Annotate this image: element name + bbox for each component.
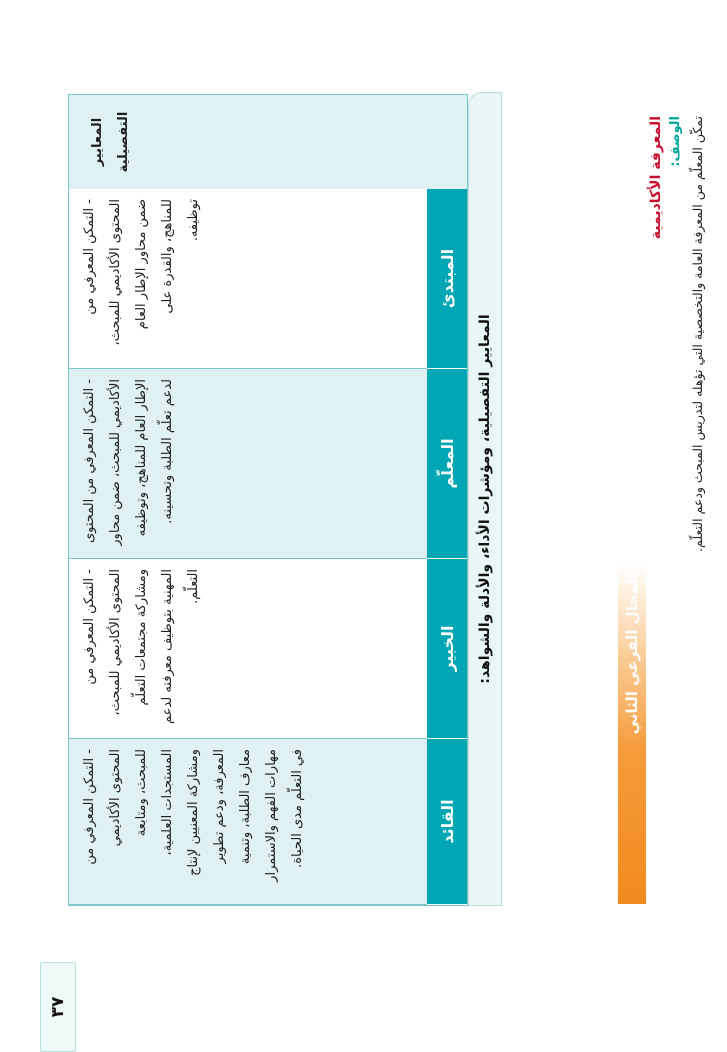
header-beginner: المبتدئ bbox=[427, 189, 467, 369]
cell-teacher: - التمكن المعرفي من المحتوى الأكاديمي للمبحث، ضمن محاور الإطار العام للمناهج، وتوظيفه لدعم تعلّم الطلبة وتحسينه. bbox=[69, 369, 427, 559]
header-teacher: المعلّم bbox=[427, 369, 467, 559]
goal-label: الوصف: bbox=[668, 116, 683, 167]
cell-beginner: - التمكن المعرفي من المحتوى الأكاديمي للمبحث، ضمن محاور الإطار العام للمناهج، والقدرة على توظيفه. bbox=[69, 189, 427, 369]
cell-leader: - التمكن المعرفي من المحتوى الأكاديمي للمبحث، ومتابعة المستجدات العلمية، ومشاركة المعنيين لإنتاج المعرفة، ودعم تطوير معارف الطلبة، وتنمية مهارات الفهم والاستمرار في التعلّم مدى الحياة. bbox=[69, 739, 427, 905]
header-leader: القائد bbox=[427, 739, 467, 905]
header-expert: الخبير bbox=[427, 559, 467, 739]
domain-banner bbox=[618, 564, 646, 904]
subtitle: المعرفة الأكاديمية bbox=[648, 116, 664, 240]
row-label-line1: المعايير bbox=[90, 117, 105, 167]
goal-description: تمكّن المعلّم من المعرفة العامة والتخصصية التي تؤهله لتدريس المبحث ودعم التعلّم. bbox=[690, 116, 705, 552]
domain-title: المجال الفرعي الثاني bbox=[623, 574, 641, 735]
goal-line bbox=[668, 0, 683, 900]
table-title: المعايير التفصيلية، ومؤشرات الأداء، والأدلة والشواهد: bbox=[468, 92, 502, 906]
page-number: ٣٧ bbox=[40, 962, 76, 1052]
standards-table bbox=[68, 94, 468, 906]
row-label-line2: التفصيلية bbox=[116, 111, 131, 173]
cell-expert: - التمكن المعرفي من المحتوى الأكاديمي للمبحث، ومشاركة مجتمعات التعلّم المهنية بتوظيف معرفته لدعم التعلّم. bbox=[69, 559, 427, 739]
row-label bbox=[69, 95, 467, 189]
